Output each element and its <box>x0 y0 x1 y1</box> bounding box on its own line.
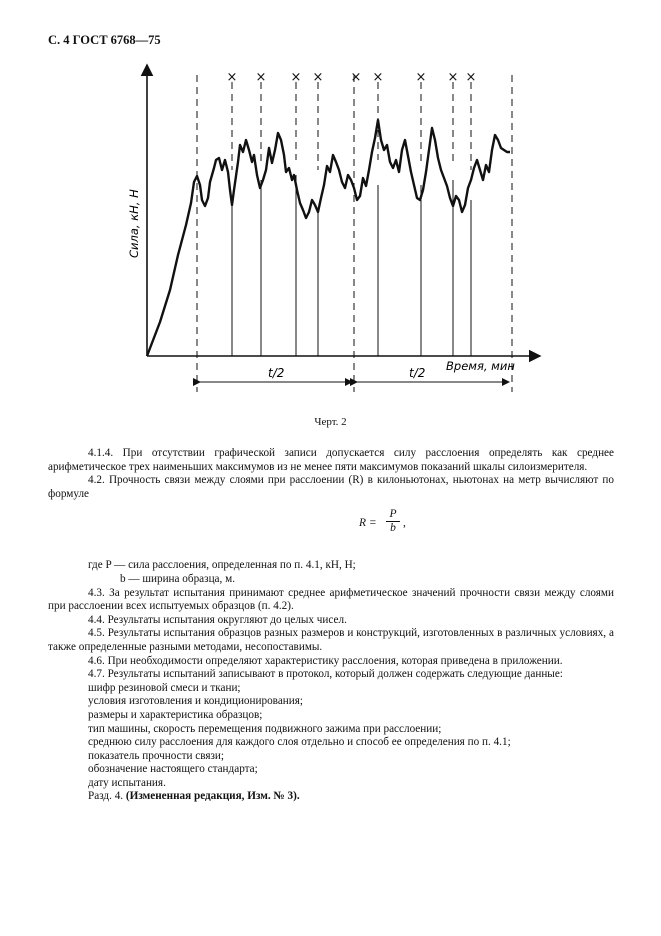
peak-lines <box>232 175 471 356</box>
half-2-label: t/2 <box>409 366 426 380</box>
list-item: условия изготовления и кондиционирования; <box>88 695 304 708</box>
list-item: тип машины, скорость перемещения подвижного зажима при расслоении; <box>88 722 442 735</box>
section-note-bold: (Измененная редакция, Изм. № 3). <box>125 790 300 803</box>
where-line-1: где P — сила расслоения, определенная по п. 4.1, кН, Н; <box>88 559 356 572</box>
figure-caption: Черт. 2 <box>314 416 347 428</box>
paragraph-4-4: 4.4. Результаты испытания округляют до целых чисел. <box>88 613 347 626</box>
paragraph-4-6: 4.6. При необходимости определяют характеристику расслоения, которая приведена в приложении. <box>88 654 563 667</box>
x-axis-label: Время, мин <box>446 359 515 373</box>
formula-lhs: R = <box>359 517 377 530</box>
svg-text:×: × <box>290 70 302 85</box>
section-note <box>48 790 614 804</box>
svg-text:×: × <box>255 70 267 85</box>
paragraph-4-3: 4.3. За результат испытания принимают среднее арифметическое значений прочности связи между слоями при расслоении всех испытуемых образцов (п. 4.2). <box>48 586 614 613</box>
force-time-diagram <box>0 55 661 400</box>
svg-text:×: × <box>465 70 477 85</box>
list-item: показатель прочности связи; <box>88 749 225 762</box>
svg-text:×: × <box>372 70 384 85</box>
y-axis-label: Сила, кН, Н <box>127 189 141 258</box>
formula-numerator: P <box>386 508 400 522</box>
svg-text:×: × <box>415 70 427 85</box>
section-note-prefix: Разд. 4. <box>88 790 124 803</box>
list-item: размеры и характеристика образцов; <box>88 708 263 721</box>
svg-text:×: × <box>447 70 459 85</box>
paragraph-4-5: 4.5. Результаты испытания образцов разных размеров и конструкций, изготовленных в различных условиях, а также определенные разными методами, несопоставимы. <box>48 627 614 653</box>
list-item: шифр резиновой смеси и ткани; <box>88 681 241 694</box>
where-line-2: b — ширина образца, м. <box>120 572 235 585</box>
body-text <box>48 447 614 804</box>
list-item: дату испытания. <box>88 776 166 789</box>
dashed-guides <box>197 75 512 392</box>
paragraph-4-1-4: 4.1.4. При отсутствии графической записи допускается силу расслоения определять как среднее арифметическое трех наименьших максимумов из не менее пяти максимумов показаний шкалы силоизмерителя. <box>48 447 614 473</box>
paragraph-4-2: 4.2. Прочность связи между слоями при расслоении (R) в килоньютонах, ньютонах на метр вычисляют по формуле <box>48 474 614 500</box>
svg-text:×: × <box>226 70 238 85</box>
formula <box>48 501 614 559</box>
page-header: С. 4 ГОСТ 6768—75 <box>48 33 161 47</box>
formula-tail: , <box>403 517 406 530</box>
list-item: среднюю силу расслоения для каждого слоя отдельно и способ ее определения по п. 4.1; <box>88 736 511 749</box>
formula-denominator: b <box>390 522 396 535</box>
half-1-label: t/2 <box>268 366 285 380</box>
force-curve <box>147 120 510 356</box>
svg-text:×: × <box>312 70 324 85</box>
svg-text:×: × <box>350 70 362 85</box>
peak-markers <box>227 70 477 85</box>
paragraph-4-7: 4.7. Результаты испытаний записывают в протокол, который должен содержать следующие данные: <box>88 668 563 681</box>
list-item: обозначение настоящего стандарта; <box>88 763 258 776</box>
